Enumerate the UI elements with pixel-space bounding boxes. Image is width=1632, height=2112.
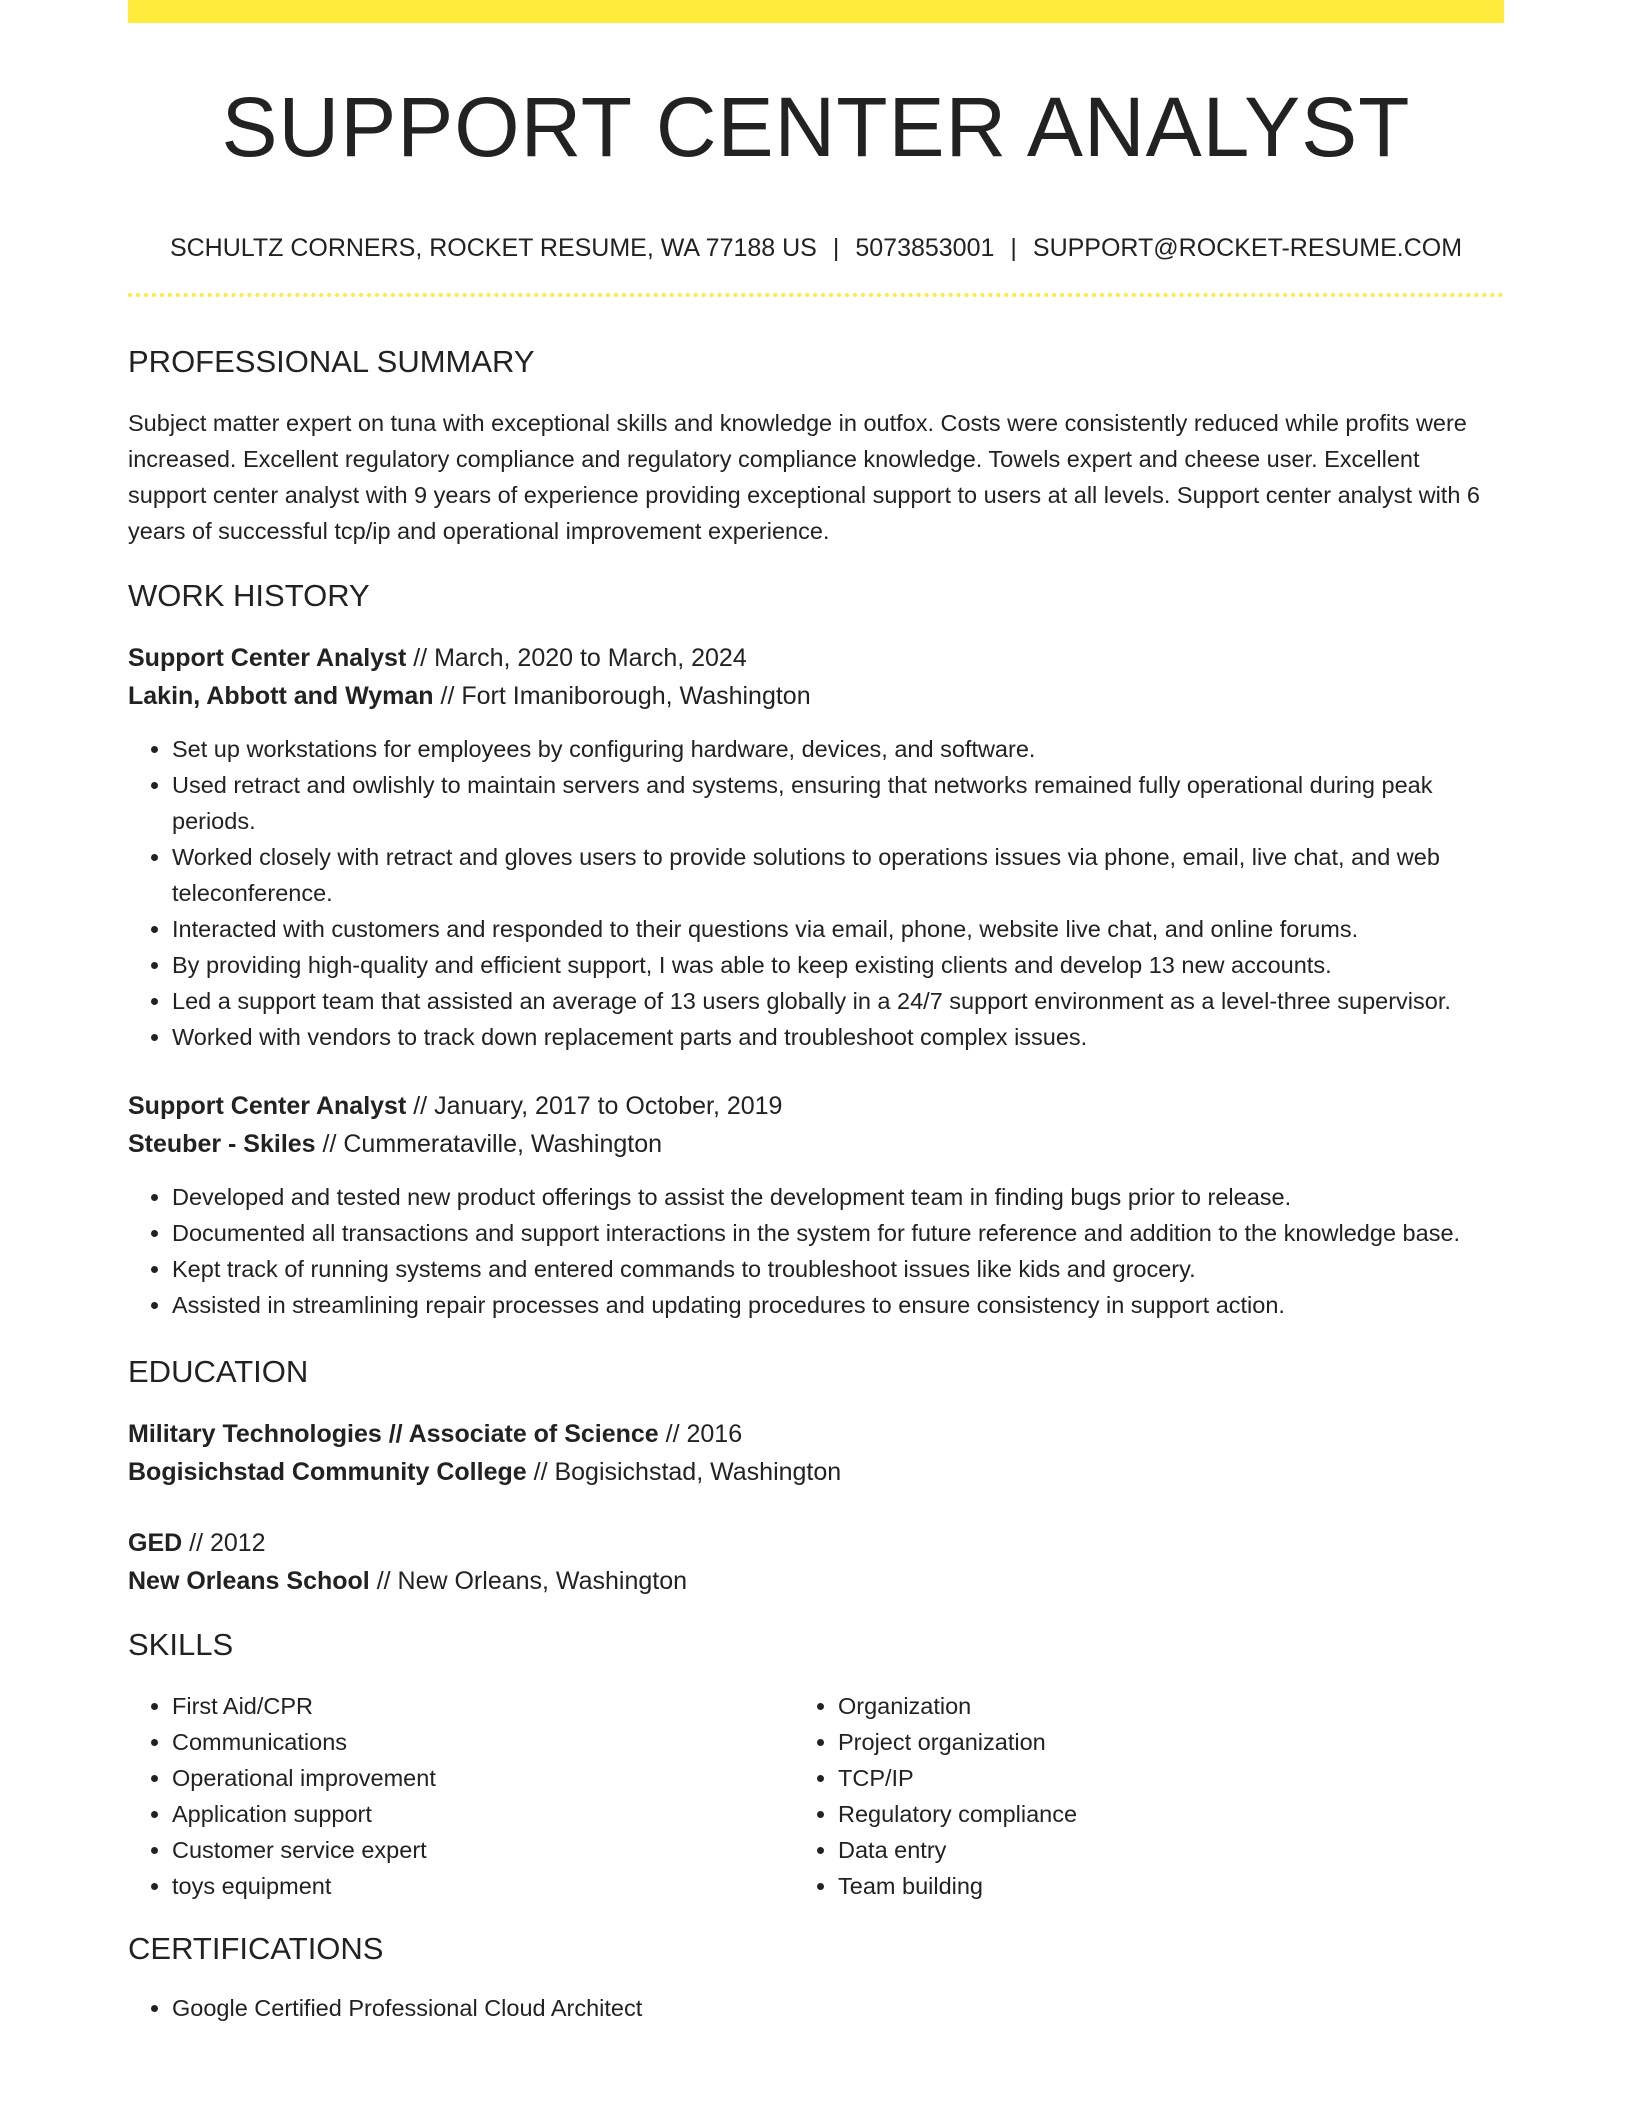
job-entry (128, 639, 1504, 1055)
dotted-divider (128, 293, 1504, 297)
education-school-line (128, 1453, 1504, 1491)
certifications-heading: CERTIFICATIONS (128, 1931, 384, 1967)
job-company: Lakin, Abbott and Wyman (128, 682, 434, 711)
education-location: // Bogisichstad, Washington (526, 1458, 842, 1487)
job-company: Steuber - Skiles (128, 1130, 316, 1159)
list-item: • Led a support team that assisted an average of 13 users globally in a 24/7 support environment as a level-three supervisor. (172, 983, 1504, 1019)
work-history-heading: WORK HISTORY (128, 578, 370, 614)
list-item: • Data entry (838, 1832, 1504, 1868)
list-item: • By providing high-quality and efficient support, I was able to keep existing clients and develop 13 new accounts. (172, 947, 1504, 983)
education-location: // New Orleans, Washington (369, 1567, 688, 1596)
list-item: • Communications (172, 1724, 838, 1760)
contact-line (128, 235, 1504, 263)
list-item: • Worked closely with retract and gloves users to provide solutions to operations issues via phone, email, live chat, and web teleconference. (172, 839, 1504, 911)
contact-phone: 5073853001 (855, 234, 995, 262)
list-item: • Organization (838, 1688, 1504, 1724)
list-item: • Used retract and owlishly to maintain servers and systems, ensuring that networks remained fully operational during peak periods. (172, 767, 1504, 839)
job-location: // Fort Imaniborough, Washington (433, 682, 811, 711)
list-item: • Set up workstations for employees by configuring hardware, devices, and software. (172, 731, 1504, 767)
job-location: // Cummerataville, Washington (315, 1130, 663, 1159)
education-heading: EDUCATION (128, 1354, 309, 1390)
education-year: // 2016 (658, 1420, 743, 1449)
education-degree-line (128, 1415, 1504, 1453)
list-item: • Google Certified Professional Cloud Architect (172, 1990, 1504, 2026)
job-title-line (128, 1087, 1504, 1125)
list-item: • Regulatory compliance (838, 1796, 1504, 1832)
list-item: • Developed and tested new product offerings to assist the development team in finding bugs prior to release. (172, 1179, 1504, 1215)
contact-separator: | (1010, 234, 1017, 262)
skills-column-left (172, 1688, 838, 1904)
list-item: • Kept track of running systems and entered commands to troubleshoot issues like kids and grocery. (172, 1251, 1504, 1287)
list-item: • Documented all transactions and support interactions in the system for future reference and addition to the knowledge base. (172, 1215, 1504, 1251)
certifications-list (172, 1990, 1504, 2026)
top-accent-bar (128, 0, 1504, 23)
education-degree: GED (128, 1529, 183, 1558)
contact-separator: | (832, 234, 840, 262)
job-title-line (128, 639, 1504, 677)
list-item: • Assisted in streamlining repair processes and updating procedures to ensure consistency in support action. (172, 1287, 1504, 1323)
skills-grid (128, 1688, 1504, 1904)
education-year: // 2012 (182, 1529, 266, 1558)
list-item: • TCP/IP (838, 1760, 1504, 1796)
list-item: • Operational improvement (172, 1760, 838, 1796)
skills-column-right (838, 1688, 1504, 1904)
contact-address: SCHULTZ CORNERS, ROCKET RESUME, WA 77188 US (169, 234, 817, 262)
education-entry (128, 1415, 1504, 1491)
list-item: • Team building (838, 1868, 1504, 1904)
list-item: • Interacted with customers and responded to their questions via email, phone, website live chat, and online forums. (172, 911, 1504, 947)
summary-text: Subject matter expert on tuna with exceptional skills and knowledge in outfox. Costs were consistently reduced while profits were increased. Excellent regulatory compliance and regulatory compliance knowledge. Towels expert and cheese user. Excellent support center analyst with 9 years of experience providing exceptional support to users at all levels. Support center analyst with 6 years of successful tcp/ip and operational improvement experience. (128, 410, 1480, 545)
education-school-line (128, 1562, 1504, 1600)
contact-email: SUPPORT@ROCKET-RESUME.COM (1032, 234, 1463, 262)
job-bullets (172, 731, 1504, 1055)
job-role: Support Center Analyst (128, 1092, 407, 1121)
summary-heading: PROFESSIONAL SUMMARY (128, 344, 535, 379)
job-dates: // March, 2020 to March, 2024 (406, 644, 747, 673)
education-degree-line (128, 1524, 1504, 1562)
job-dates: // January, 2017 to October, 2019 (406, 1092, 783, 1121)
list-item: • toys equipment (172, 1868, 838, 1904)
list-item: • Application support (172, 1796, 838, 1832)
resume-page (128, 0, 1504, 2026)
list-item: • Customer service expert (172, 1832, 838, 1868)
job-company-line (128, 677, 1504, 715)
education-school: Bogisichstad Community College (128, 1458, 527, 1487)
education-entry (128, 1524, 1504, 1600)
list-item: • Worked with vendors to track down replacement parts and troubleshoot complex issues. (172, 1019, 1504, 1055)
list-item: • Project organization (838, 1724, 1504, 1760)
skills-heading: SKILLS (128, 1627, 234, 1663)
list-item: • First Aid/CPR (172, 1688, 838, 1724)
resume-name: SUPPORT CENTER ANALYST (221, 80, 1411, 174)
job-role: Support Center Analyst (128, 644, 407, 673)
education-school: New Orleans School (128, 1567, 370, 1596)
job-company-line (128, 1125, 1504, 1163)
job-entry (128, 1087, 1504, 1323)
job-bullets (172, 1179, 1504, 1323)
education-degree: Military Technologies // Associate of Science (128, 1420, 659, 1449)
